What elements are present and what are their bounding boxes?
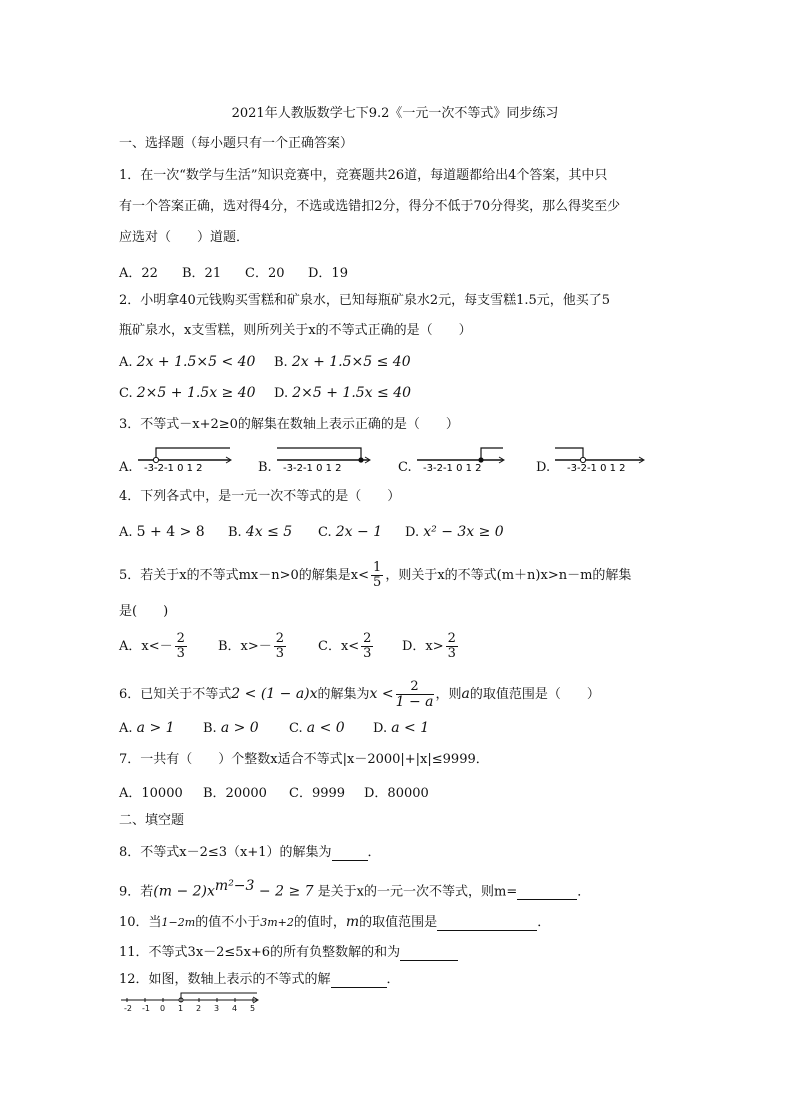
q5-option-a: A．x<－ $\frac{2}{3}$ xyxy=(119,631,185,661)
q3-question: 3．不等式－x+2≥0的解集在数轴上表示正确的是（ ） xyxy=(119,417,459,432)
q10-question: 10．当1−2m的值不小于3m+2的值时，m的取值范围是 ． xyxy=(119,914,551,930)
q5-option-c: C．x< $\frac{2}{3}$ xyxy=(318,631,372,661)
q3-option-b-label: B. xyxy=(258,460,272,475)
q6-option-d: D. a < 1 xyxy=(373,720,430,736)
q1-line2: 有一个答案正确，选对得4分，不选或选错扣2分，得分不低于70分得奖，那么得奖至少 xyxy=(119,199,621,214)
q5-fraction: $\frac{1}{5}$ xyxy=(373,560,382,590)
q12-tick-label: 5 xyxy=(250,1004,256,1013)
q1-option-c: C．20 xyxy=(245,266,285,281)
q6-option-c: C. a < 0 xyxy=(289,720,345,736)
q4-question: 4．下列各式中，是一元一次不等式的是（ ） xyxy=(119,489,401,504)
q5-line1: 5．若关于x的不等式mx－n>0的解集是x< $\frac{1}{5}$ ，则关于x的不等式(m＋n)x>n－m的解集 xyxy=(119,560,632,590)
q3-option-c-label: C. xyxy=(398,460,412,475)
q1-option-a: A．22 xyxy=(119,266,158,281)
q2-option-d: D. 2×5 + 1.5x ≤ 40 xyxy=(274,385,412,401)
q12-tick-label: 0 xyxy=(160,1004,166,1013)
svg-text:-3-2-1 0 1 2: -3-2-1 0 1 2 xyxy=(283,463,342,472)
q1-line3: 应选对（ ）道题． xyxy=(119,230,250,245)
q4-option-c: C. 2x − 1 xyxy=(318,524,383,540)
q2-option-c: C. 2×5 + 1.5x ≥ 40 xyxy=(119,385,256,401)
q12-tick-label: 2 xyxy=(196,1004,202,1013)
q5-option-d: D．x> $\frac{2}{3}$ xyxy=(402,631,456,661)
q12-tick-label: 3 xyxy=(214,1004,220,1013)
q2-option-a: A. 2x + 1.5×5 < 40 xyxy=(119,354,256,370)
q2-line1: 2．小明拿40元钱购买雪糕和矿泉水，已知每瓶矿泉水2元，每支雪糕1.5元，他买了5 xyxy=(119,293,611,308)
q1-line1: 1．在一次“数学与生活”知识竞赛中，竞赛题共26道，每道题都给出4个答案，其中只 xyxy=(119,168,608,183)
q3-number-line-b xyxy=(275,442,375,472)
q12-question: 12．如图，数轴上表示的不等式的解 ． xyxy=(119,972,400,987)
q2-option-b: B. 2x + 1.5×5 ≤ 40 xyxy=(274,354,411,370)
q6-option-b: B. a > 0 xyxy=(203,720,259,736)
q1-option-d: D．19 xyxy=(308,266,348,281)
svg-text:-3-2-1 0 1 2: -3-2-1 0 1 2 xyxy=(423,463,482,472)
q5-line2: 是( ) xyxy=(119,604,169,619)
q8-question: 8．不等式x－2≤3（x+1）的解集为 ． xyxy=(119,845,381,860)
q12-tick-label: 4 xyxy=(232,1004,238,1013)
q2-line2: 瓶矿泉水，x支雪糕，则所列关于x的不等式正确的是（ ） xyxy=(119,323,472,338)
q5-option-b: B．x>－ $\frac{2}{3}$ xyxy=(218,631,285,661)
q9-question: 9．若$(m - 2)x^{m^2-3} - 2 \ge 7$ 是关于x的一元一次不等式，则m= ． xyxy=(119,878,591,900)
q11-question: 11．不等式3x－2≤5x+6的所有负整数解的和为 xyxy=(119,945,458,961)
q3-number-line-a xyxy=(136,442,236,472)
q12-tick-label: -2 xyxy=(124,1004,132,1013)
q3-number-line-d xyxy=(553,442,649,472)
q7-option-a: A．10000 xyxy=(119,786,183,801)
q4-option-b: B. 4x ≤ 5 xyxy=(228,524,293,540)
q4-option-d: D. x² − 3x ≥ 0 xyxy=(405,524,504,540)
q3-option-d-label: D. xyxy=(536,460,551,475)
q7-option-b: B．20000 xyxy=(203,786,267,801)
q6-question: 6．已知关于不等式2 < (1 − a)x的解集为x < $\frac{2}{1 - a}$ ，则a的取值范围是（ ） xyxy=(119,679,600,710)
section-heading-fill: 二、填空题 xyxy=(119,813,185,828)
page-title: 2021年人教版数学七下9.2《一元一次不等式》同步练习 xyxy=(231,106,559,121)
q12-tick-label: 1 xyxy=(178,1004,184,1013)
section-heading-choice: 一、选择题（每小题只有一个正确答案） xyxy=(119,136,354,151)
q4-option-a: A. 5 + 4 > 8 xyxy=(119,524,205,540)
svg-text:-3-2-1 0 1 2: -3-2-1 0 1 2 xyxy=(144,463,203,472)
q6-option-a: A. a > 1 xyxy=(119,720,175,736)
q3-number-line-c xyxy=(415,442,510,472)
q7-question: 7．一共有（ ）个整数x适合不等式|x－2000|+|x|≤9999． xyxy=(119,752,489,767)
q12-tick-label: -1 xyxy=(142,1004,150,1013)
q12-number-line xyxy=(119,990,269,1014)
q1-option-b: B．21 xyxy=(182,266,222,281)
svg-text:-3-2-1 0 1 2: -3-2-1 0 1 2 xyxy=(567,463,626,472)
q7-option-c: C．9999 xyxy=(289,786,346,801)
q3-option-a-label: A. xyxy=(119,460,133,475)
q7-option-d: D．80000 xyxy=(364,786,429,801)
